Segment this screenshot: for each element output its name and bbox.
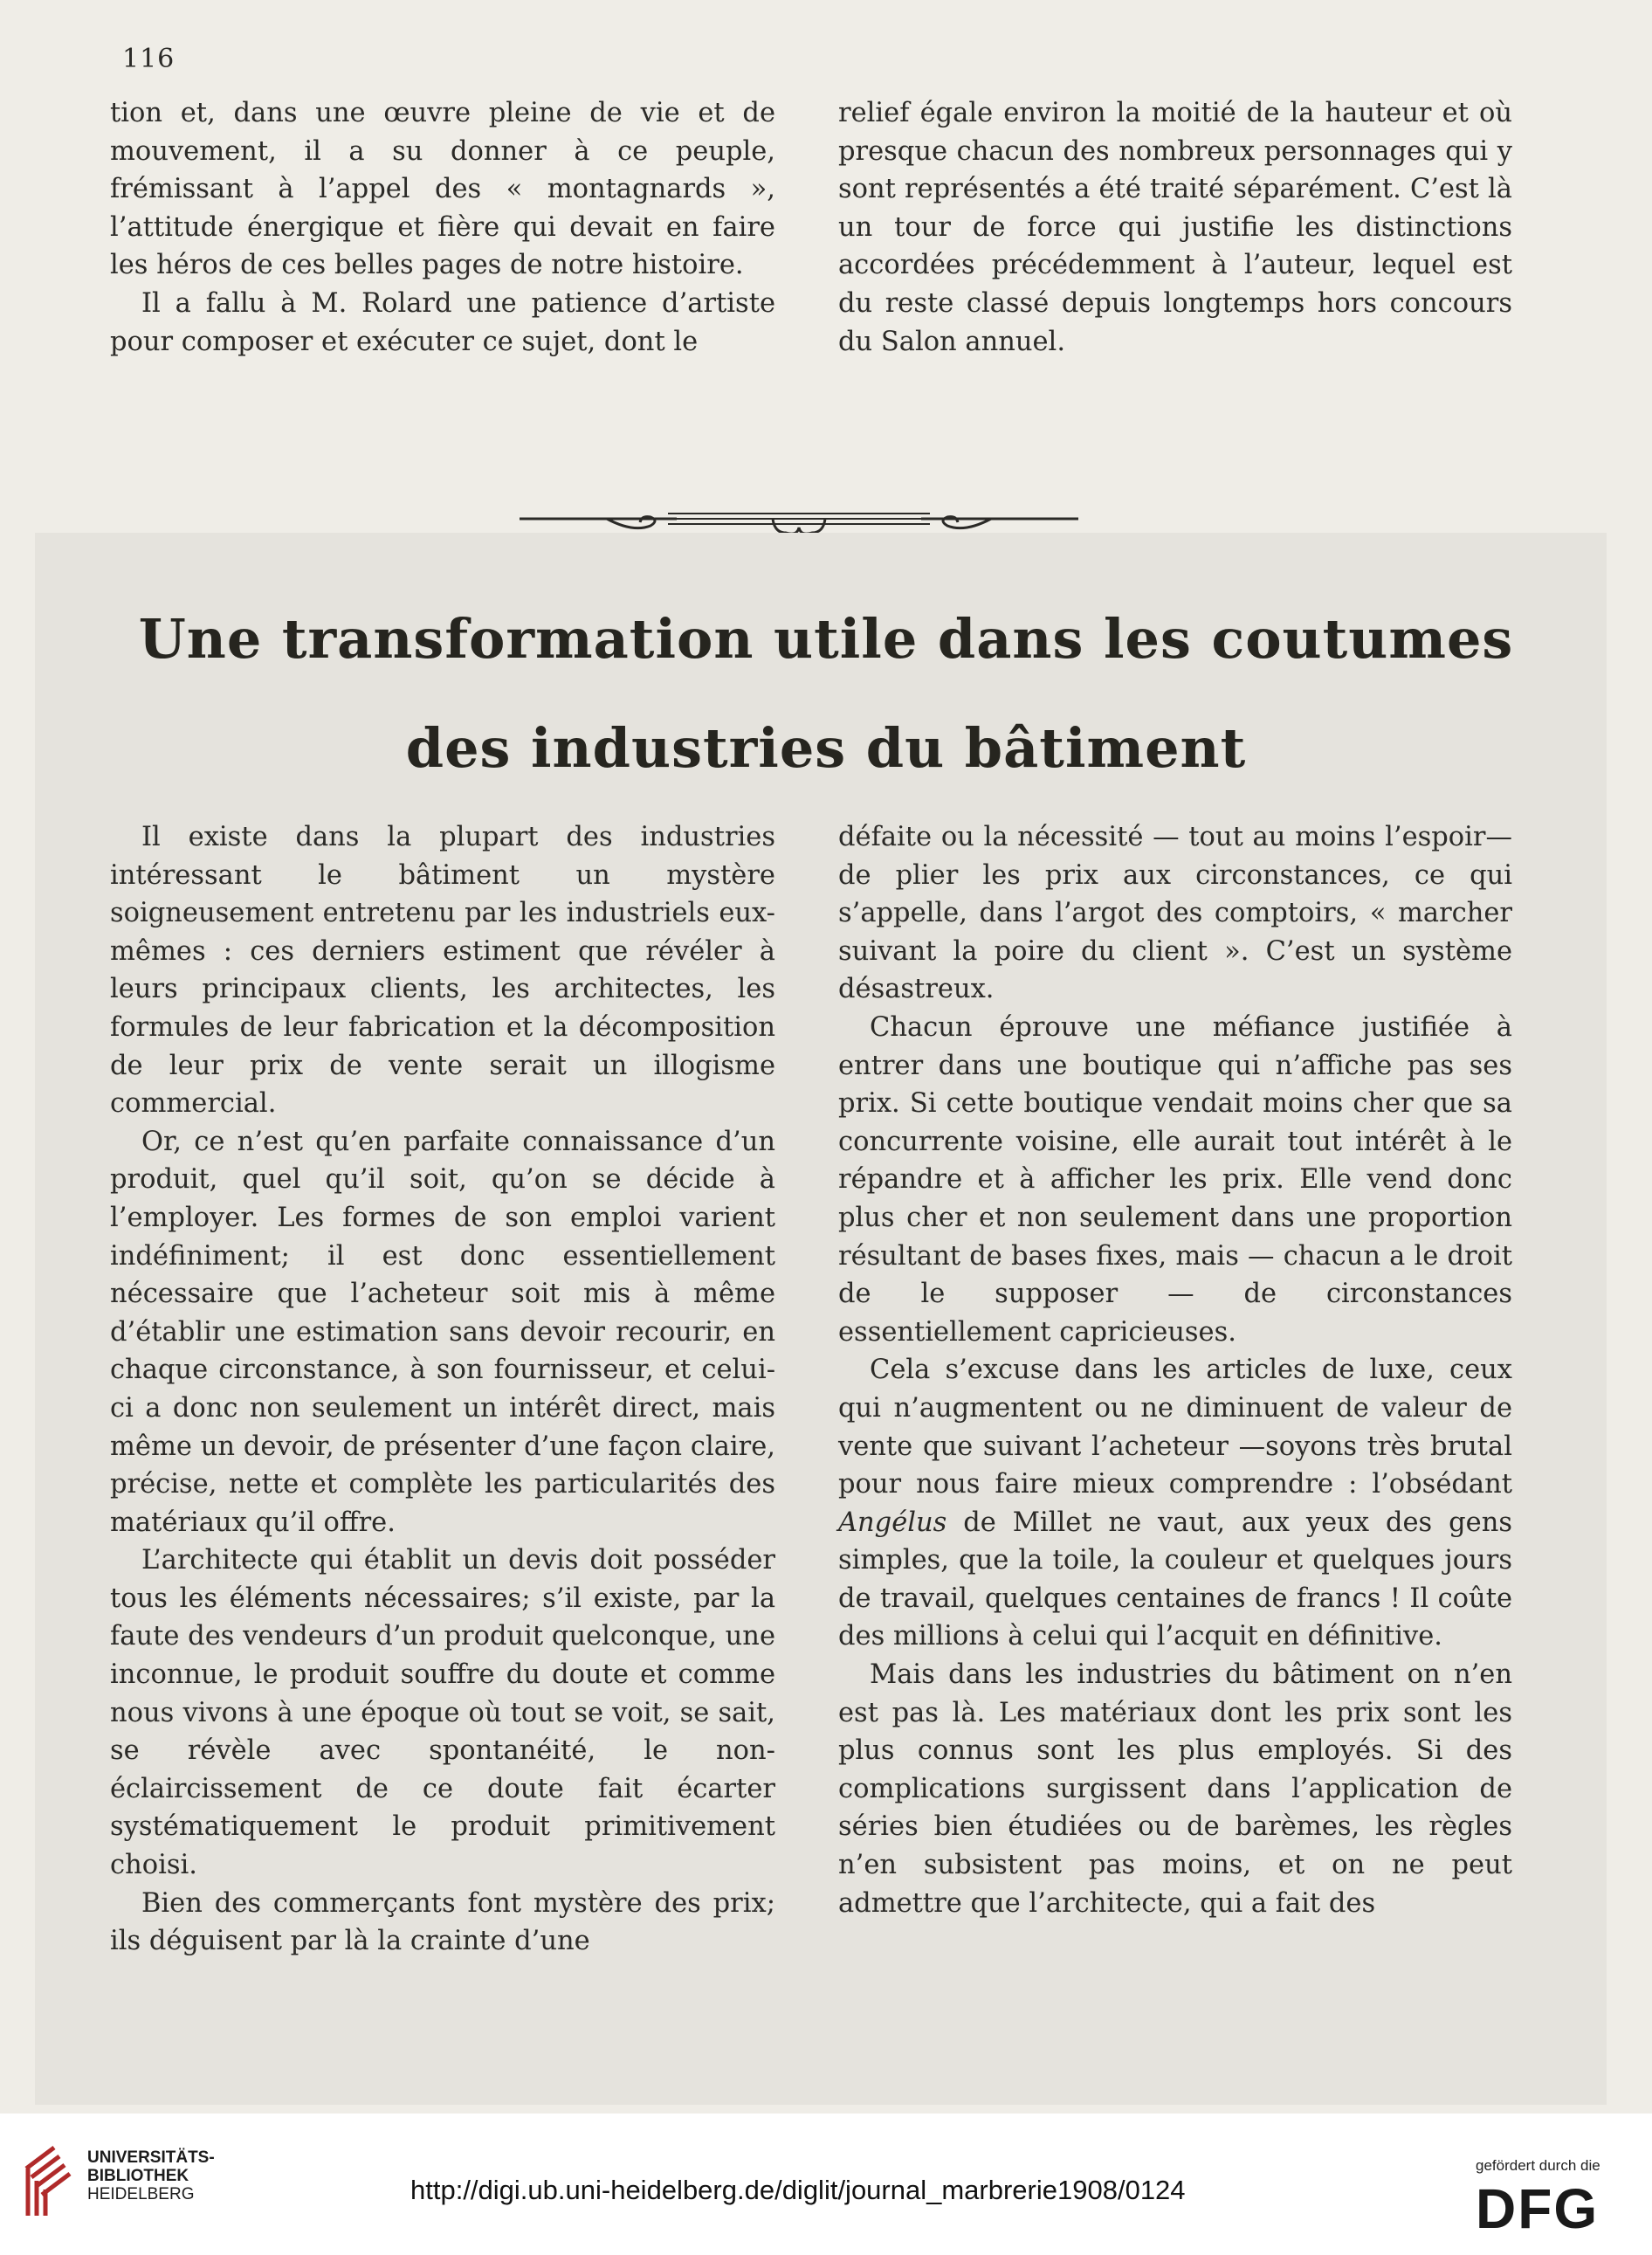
article-left-column [110, 818, 775, 1961]
library-name-line: HEIDELBERG [87, 2185, 195, 2203]
library-name-line: UNIVERSITÄTS- [87, 2148, 215, 2167]
library-name [87, 2148, 215, 2203]
library-name-line: BIBLIOTHEK [87, 2167, 189, 2185]
paragraph: Or, ce n’est qu’en parfaite connaissance d’un produit, quel qu’il soit, qu’on se décide à l’employer. Les formes de son emploi varient indéfiniment; il est donc essentiellement nécessaire que l’acheteur soit mis à même d’établir une estimation sans devoir recourir, en chaque circonstance, à son fournisseur, et celui-ci a donc non seulement un intérêt direct, mais même un devoir, de présenter d’une façon claire, précise, nette et complète les particularités des matériaux qu’il offre. [110, 1126, 775, 1538]
top-right-column [838, 94, 1512, 361]
paragraph: Il a fallu à M. Rolard une patience d’artiste pour composer et exécuter ce sujet, dont le [110, 287, 775, 357]
source-url-link[interactable]: http://digi.ub.uni-heidelberg.de/diglit/journal_marbrerie1908/0124 [410, 2175, 1186, 2205]
paragraph: tion et, dans une œuvre pleine de vie et de mouvement, il a su donner à ce peuple, frémissant à l’appel des « montagnards », l’attitude énergique et fière qui devait en faire les héros de ces belles pages de notre histoire. [110, 98, 775, 281]
funded-by-label: gefördert durch die [1476, 2157, 1600, 2174]
paragraph-text: de Millet ne vaut, aux yeux des gens simples, que la toile, la couleur et quelques jours de travail, quelques centaines de francs ! Il coûte des millions à celui qui l’acquit en définitive. [838, 1507, 1512, 1652]
article-right-column [838, 818, 1512, 1922]
paragraph: relief égale environ la moitié de la hauteur et où presque chacun des nombreux personnages qui y sont représentés a été traité séparément. C’est là un tour de force qui justifie les distinctions accordées précédemment à l’auteur, lequel est du reste classé depuis longtemps hors concours du Salon annuel. [838, 98, 1512, 357]
paragraph: Il existe dans la plupart des industries intéressant le bâtiment un mystère soigneusement entretenu par les industriels eux-mêmes : ces derniers estiment que révéler à leurs principaux clients, les architectes, les formules de leur fabrication et la décomposition de leur prix de vente serait un illogisme commercial. [110, 822, 775, 1120]
paragraph: Mais dans les industries du bâtiment on n’en est pas là. Les matériaux dont les prix sont les plus connus sont les plus employés. Si des complications surgissent dans l’application de séries bien étudiées ou de barèmes, les règles n’en subsistent pas moins, et on ne peut admettre que l’architecte, qui a fait des [838, 1659, 1512, 1919]
article-title-line-1: Une transformation utile dans les coutumes [138, 607, 1514, 671]
dfg-logo: DFG [1476, 2177, 1600, 2240]
ornament-divider-icon [520, 501, 1078, 536]
paragraph: Bien des commerçants font mystère des prix; ils déguisent par là la crainte d’une [110, 1887, 775, 1957]
paragraph: Chacun éprouve une méfiance justifiée à entrer dans une boutique qui n’affiche pas ses prix. Si cette boutique vendait moins cher que sa concurrente voisine, elle aurait tout intérêt à le répandre et à afficher les prix. Elle vend donc plus cher et non seulement dans une proportion résultant de bases fixes, mais — chacun a le droit de le supposer — de circonstances essentiellement capricieuses. [838, 1011, 1512, 1348]
footer-bar [0, 2114, 1652, 2255]
library-logo-icon [19, 2142, 79, 2221]
paragraph-text: Cela s’excuse dans les articles de luxe, ceux qui n’augmentent ou ne diminuent de valeur de vente que suivant l’acheteur —soyons très brutal pour nous faire mieux comprendre : l’obsédant [838, 1355, 1512, 1500]
article-title-line-2: des industries du bâtiment [405, 716, 1247, 780]
paragraph: L’architecte qui établit un devis doit posséder tous les éléments nécessaires; s’il existe, par la faute des vendeurs d’un produit quelconque, une inconnue, le produit souffre du doute et comme nous vivons à une époque où tout se voit, se sait, se révèle avec spontanéité, le non-éclaircissement de ce doute fait écarter systématiquement le produit primitivement choisi. [110, 1545, 775, 1881]
paragraph [838, 1351, 1512, 1656]
artwork-title: Angélus [838, 1507, 947, 1538]
page-number: 116 [122, 44, 176, 74]
top-left-column [110, 94, 775, 361]
paragraph: défaite ou la nécessité — tout au moins l’espoir—de plier les prix aux circonstances, ce qui s’appelle, dans l’argot des comptoirs, « marcher suivant la poire du client ». C’est un système désastreux. [838, 822, 1512, 1005]
